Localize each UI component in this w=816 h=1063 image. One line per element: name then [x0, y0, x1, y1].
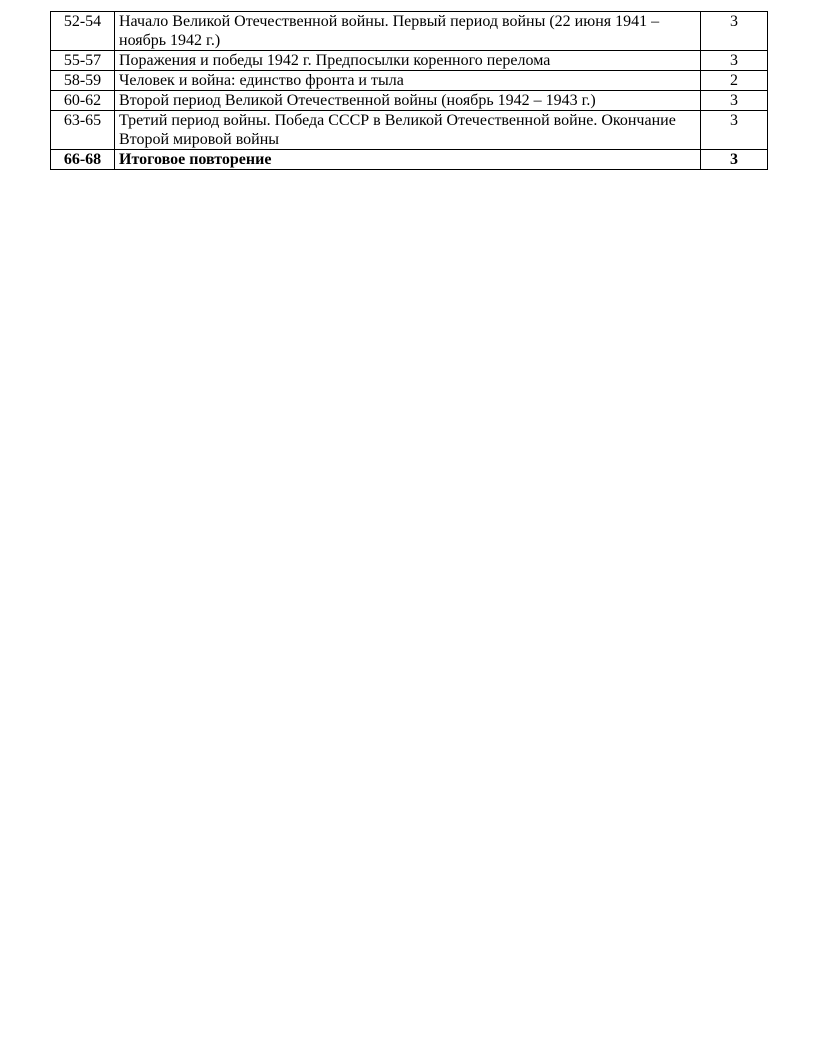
- lesson-hours-cell: 3: [701, 51, 768, 71]
- table-row-summary: [51, 150, 768, 170]
- table-row: [51, 111, 768, 150]
- table-row: [51, 91, 768, 111]
- lesson-hours-cell: 3: [701, 91, 768, 111]
- lesson-plan-table: [50, 11, 768, 170]
- lesson-number-cell: 66-68: [51, 150, 115, 170]
- lesson-hours-cell: 3: [701, 150, 768, 170]
- lesson-topic-cell: Третий период войны. Победа СССР в Великой Отечественной войне. Окончание Второй мировой войны: [115, 111, 701, 150]
- lesson-hours-cell: 2: [701, 71, 768, 91]
- lesson-topic-cell: Второй период Великой Отечественной войны (ноябрь 1942 – 1943 г.): [115, 91, 701, 111]
- lesson-number-cell: 58-59: [51, 71, 115, 91]
- lesson-number-cell: 60-62: [51, 91, 115, 111]
- lesson-plan-body: [51, 12, 768, 170]
- lesson-number-cell: 55-57: [51, 51, 115, 71]
- lesson-topic-cell: Начало Великой Отечественной войны. Первый период войны (22 июня 1941 – ноябрь 1942 г.): [115, 12, 701, 51]
- lesson-number-cell: 63-65: [51, 111, 115, 150]
- lesson-hours-cell: 3: [701, 12, 768, 51]
- table-row: [51, 12, 768, 51]
- lesson-number-cell: 52-54: [51, 12, 115, 51]
- table-row: [51, 51, 768, 71]
- lesson-topic-cell: Поражения и победы 1942 г. Предпосылки коренного перелома: [115, 51, 701, 71]
- lesson-hours-cell: 3: [701, 111, 768, 150]
- table-row: [51, 71, 768, 91]
- lesson-topic-cell: Итоговое повторение: [115, 150, 701, 170]
- lesson-topic-cell: Человек и война: единство фронта и тыла: [115, 71, 701, 91]
